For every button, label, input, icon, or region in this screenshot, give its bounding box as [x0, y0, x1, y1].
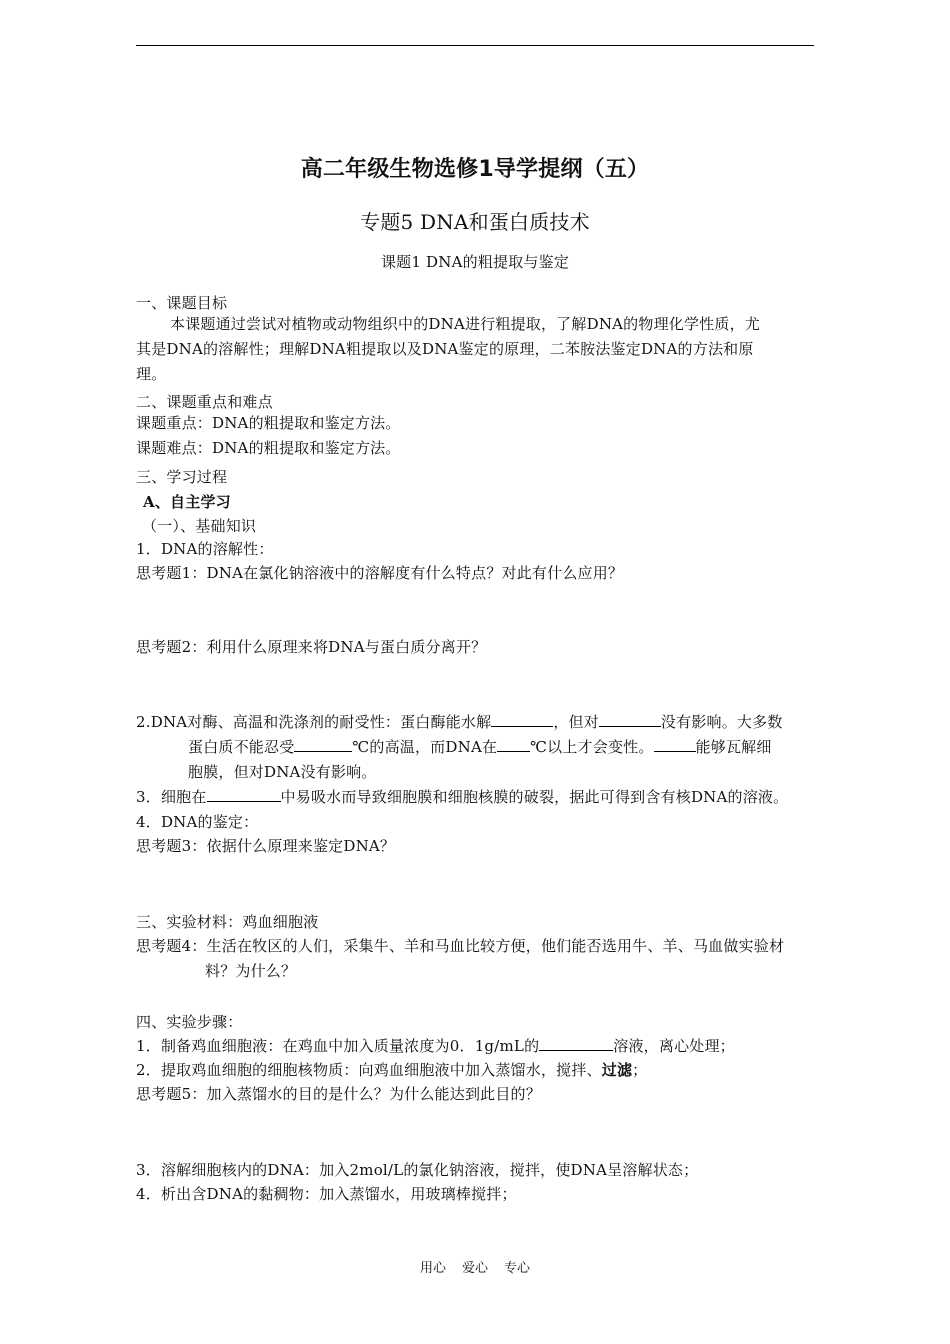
step-4: 4．析出含DNA的黏稠物：加入蒸馏水，用玻璃棒搅拌；	[136, 1185, 517, 1203]
step-1: 1．制备鸡血细胞液：在鸡血中加入质量浓度为0．1g/mL的 溶液，离心处理；	[136, 1037, 735, 1055]
page-subtitle: 专题5 DNA和蛋白质技术	[360, 210, 590, 234]
item-1-solubility: 1．DNA的溶解性：	[136, 540, 274, 558]
step-2: 2．提取鸡血细胞的细胞核物质：向鸡血细胞液中加入蒸馏水，搅拌、过滤；	[136, 1061, 648, 1079]
goals-text-line-1: 本课题通过尝试对植物或动物组织中的DNA进行粗提取，了解DNA的物理化学性质，尤	[170, 315, 760, 333]
item-4-identification: 4．DNA的鉴定：	[136, 813, 259, 831]
section-heading-materials: 三、实验材料：鸡血细胞液	[136, 913, 319, 931]
topic-title: 课题1 DNA的粗提取与鉴定	[380, 253, 570, 271]
step-3: 3．溶解细胞核内的DNA：加入2mol/L的氯化钠溶液，搅拌，使DNA呈溶解状态；	[136, 1161, 699, 1179]
section-heading-key-points: 二、课题重点和难点	[136, 393, 273, 411]
fill-blank[interactable]	[497, 737, 530, 752]
question-3: 思考题3：依据什么原理来鉴定DNA？	[136, 837, 396, 855]
question-2: 思考题2：利用什么原理来将DNA与蛋白质分离开？	[136, 638, 487, 656]
section-heading-steps: 四、实验步骤：	[136, 1013, 243, 1031]
difficulty-text: 课题难点：DNA的粗提取和鉴定方法。	[136, 439, 401, 457]
fill-blank[interactable]	[491, 712, 553, 727]
question-4-line-1: 思考题4：生活在牧区的人们，采集牛、羊和马血比较方便，他们能否选用牛、羊、马血做实验材	[136, 937, 785, 955]
item-3: 3．细胞在 中易吸水而导致细胞膜和细胞核膜的破裂，据此可得到含有核DNA的溶液。	[136, 788, 789, 806]
question-1: 思考题1：DNA在氯化钠溶液中的溶解度有什么特点？对此有什么应用？	[136, 564, 624, 582]
page-title: 高二年级生物选修1导学提纲（五）	[300, 157, 650, 182]
item-2-line-2: 蛋白质不能忍受 ℃的高温，而DNA在 ℃以上才会变性。 能够瓦解细	[188, 738, 772, 756]
subheading-self-study: A、自主学习	[143, 493, 231, 511]
section-heading-goals: 一、课题目标	[136, 294, 228, 312]
fill-blank[interactable]	[294, 737, 352, 752]
goals-text-line-3: 理。	[136, 365, 167, 383]
key-point-text: 课题重点：DNA的粗提取和鉴定方法。	[136, 414, 401, 432]
fill-blank[interactable]	[539, 1036, 613, 1051]
fill-blank[interactable]	[654, 737, 696, 752]
section-heading-process: 三、学习过程	[136, 468, 228, 486]
question-4-line-2: 料？为什么？	[205, 962, 297, 980]
item-2-line-3: 胞膜，但对DNA没有影响。	[188, 763, 377, 781]
item-2-line-1: 2.DNA对酶、高温和洗涤剂的耐受性：蛋白酶能水解 ，但对 没有影响。大多数	[136, 713, 783, 731]
page-footer: 用心 爱心 专心	[419, 1261, 531, 1276]
question-5: 思考题5：加入蒸馏水的目的是什么？为什么能达到此目的？	[136, 1085, 541, 1103]
fill-blank[interactable]	[599, 712, 661, 727]
header-rule	[136, 45, 814, 46]
fill-blank[interactable]	[207, 787, 281, 802]
subheading-basic-knowledge: （一）、基础知识	[142, 517, 257, 535]
goals-text-line-2: 其是DNA的溶解性；理解DNA粗提取以及DNA鉴定的原理，二苯胺法鉴定DNA的方法和原	[136, 340, 754, 358]
